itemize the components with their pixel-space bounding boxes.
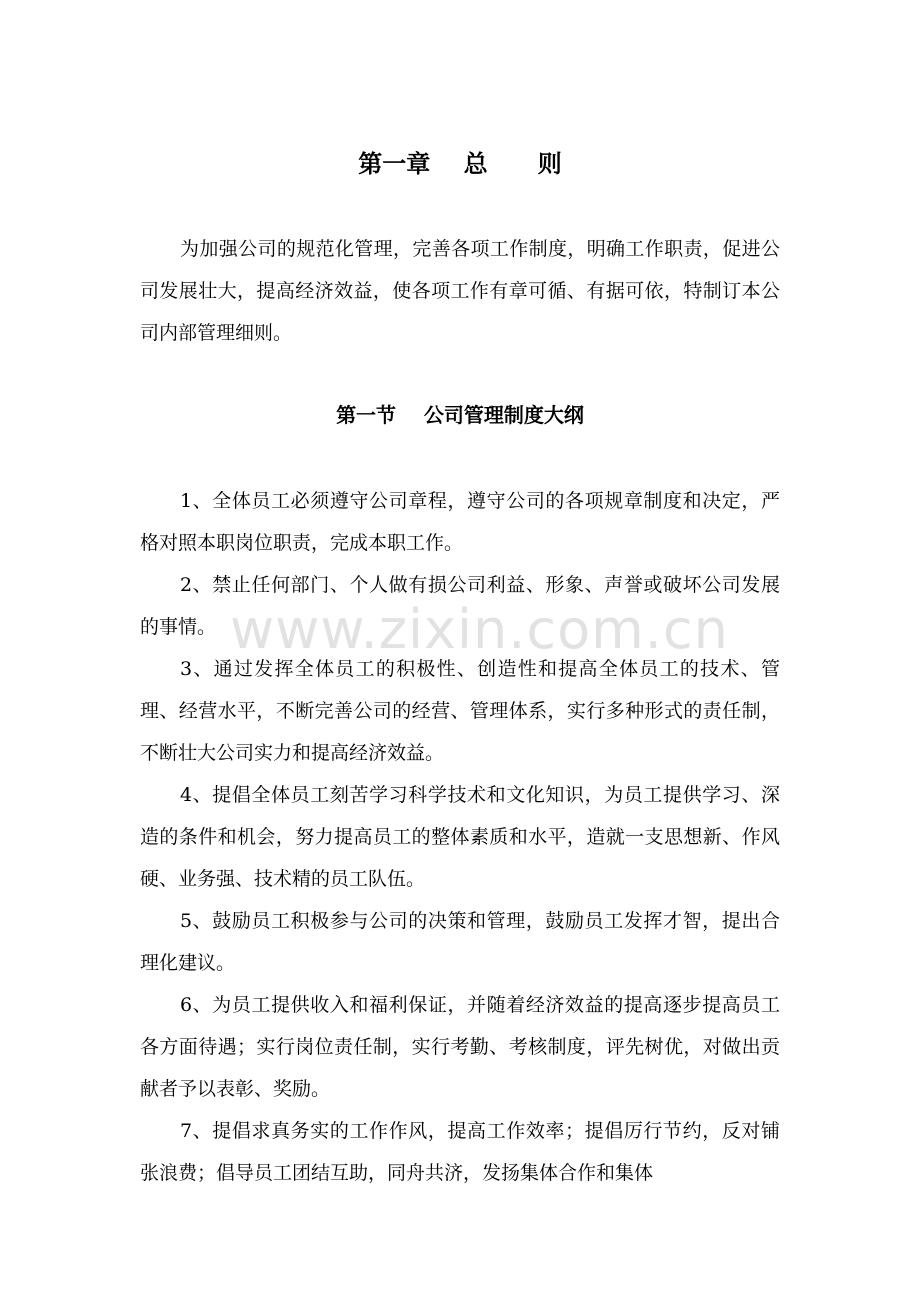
regulation-item-1: 1、全体员工必须遵守公司章程，遵守公司的各项规章制度和决定，严格对照本职岗位职责，完成本职工作。 [140,490,780,554]
watermark: www.zixin.com.cn [230,598,729,661]
regulation-item-5: 5、鼓励员工积极参与公司的决策和管理，鼓励员工发挥才智，提出合理化建议。 [140,910,780,974]
chapter-title: 第一章 总 则 [358,149,562,178]
section-title: 第一节 公司管理制度大纲 [336,403,584,427]
regulation-item-3: 3、通过发挥全体员工的积极性、创造性和提高全体员工的技术、管理、经营水平，不断完善公司的经营、管理体系，实行多种形式的责任制，不断壮大公司实力和提高经济效益。 [140,658,780,764]
regulation-item-7: 7、提倡求真务实的工作作风，提高工作效率；提倡厉行节约，反对铺张浪费；倡导员工团结互助，同舟共济，发扬集体合作和集体 [140,1120,780,1184]
regulation-item-6: 6、为员工提供收入和福利保证，并随着经济效益的提高逐步提高员工各方面待遇；实行岗位责任制，实行考勤、考核制度，评先树优，对做出贡献者予以表彰、奖励。 [140,994,780,1100]
intro-paragraph: 为加强公司的规范化管理，完善各项工作制度，明确工作职责，促进公司发展壮大，提高经济效益，使各项工作有章可循、有据可依，特制订本公司内部管理细则。 [140,238,780,344]
regulation-item-4: 4、提倡全体员工刻苦学习科学技术和文化知识，为员工提供学习、深造的条件和机会，努力提高员工的整体素质和水平，造就一支思想新、作风硬、业务强、技术精的员工队伍。 [140,784,780,890]
regulation-item-2: 2、禁止任何部门、个人做有损公司利益、形象、声誉或破坏公司发展的事情。 [140,574,780,638]
regulation-list [140,480,780,1194]
